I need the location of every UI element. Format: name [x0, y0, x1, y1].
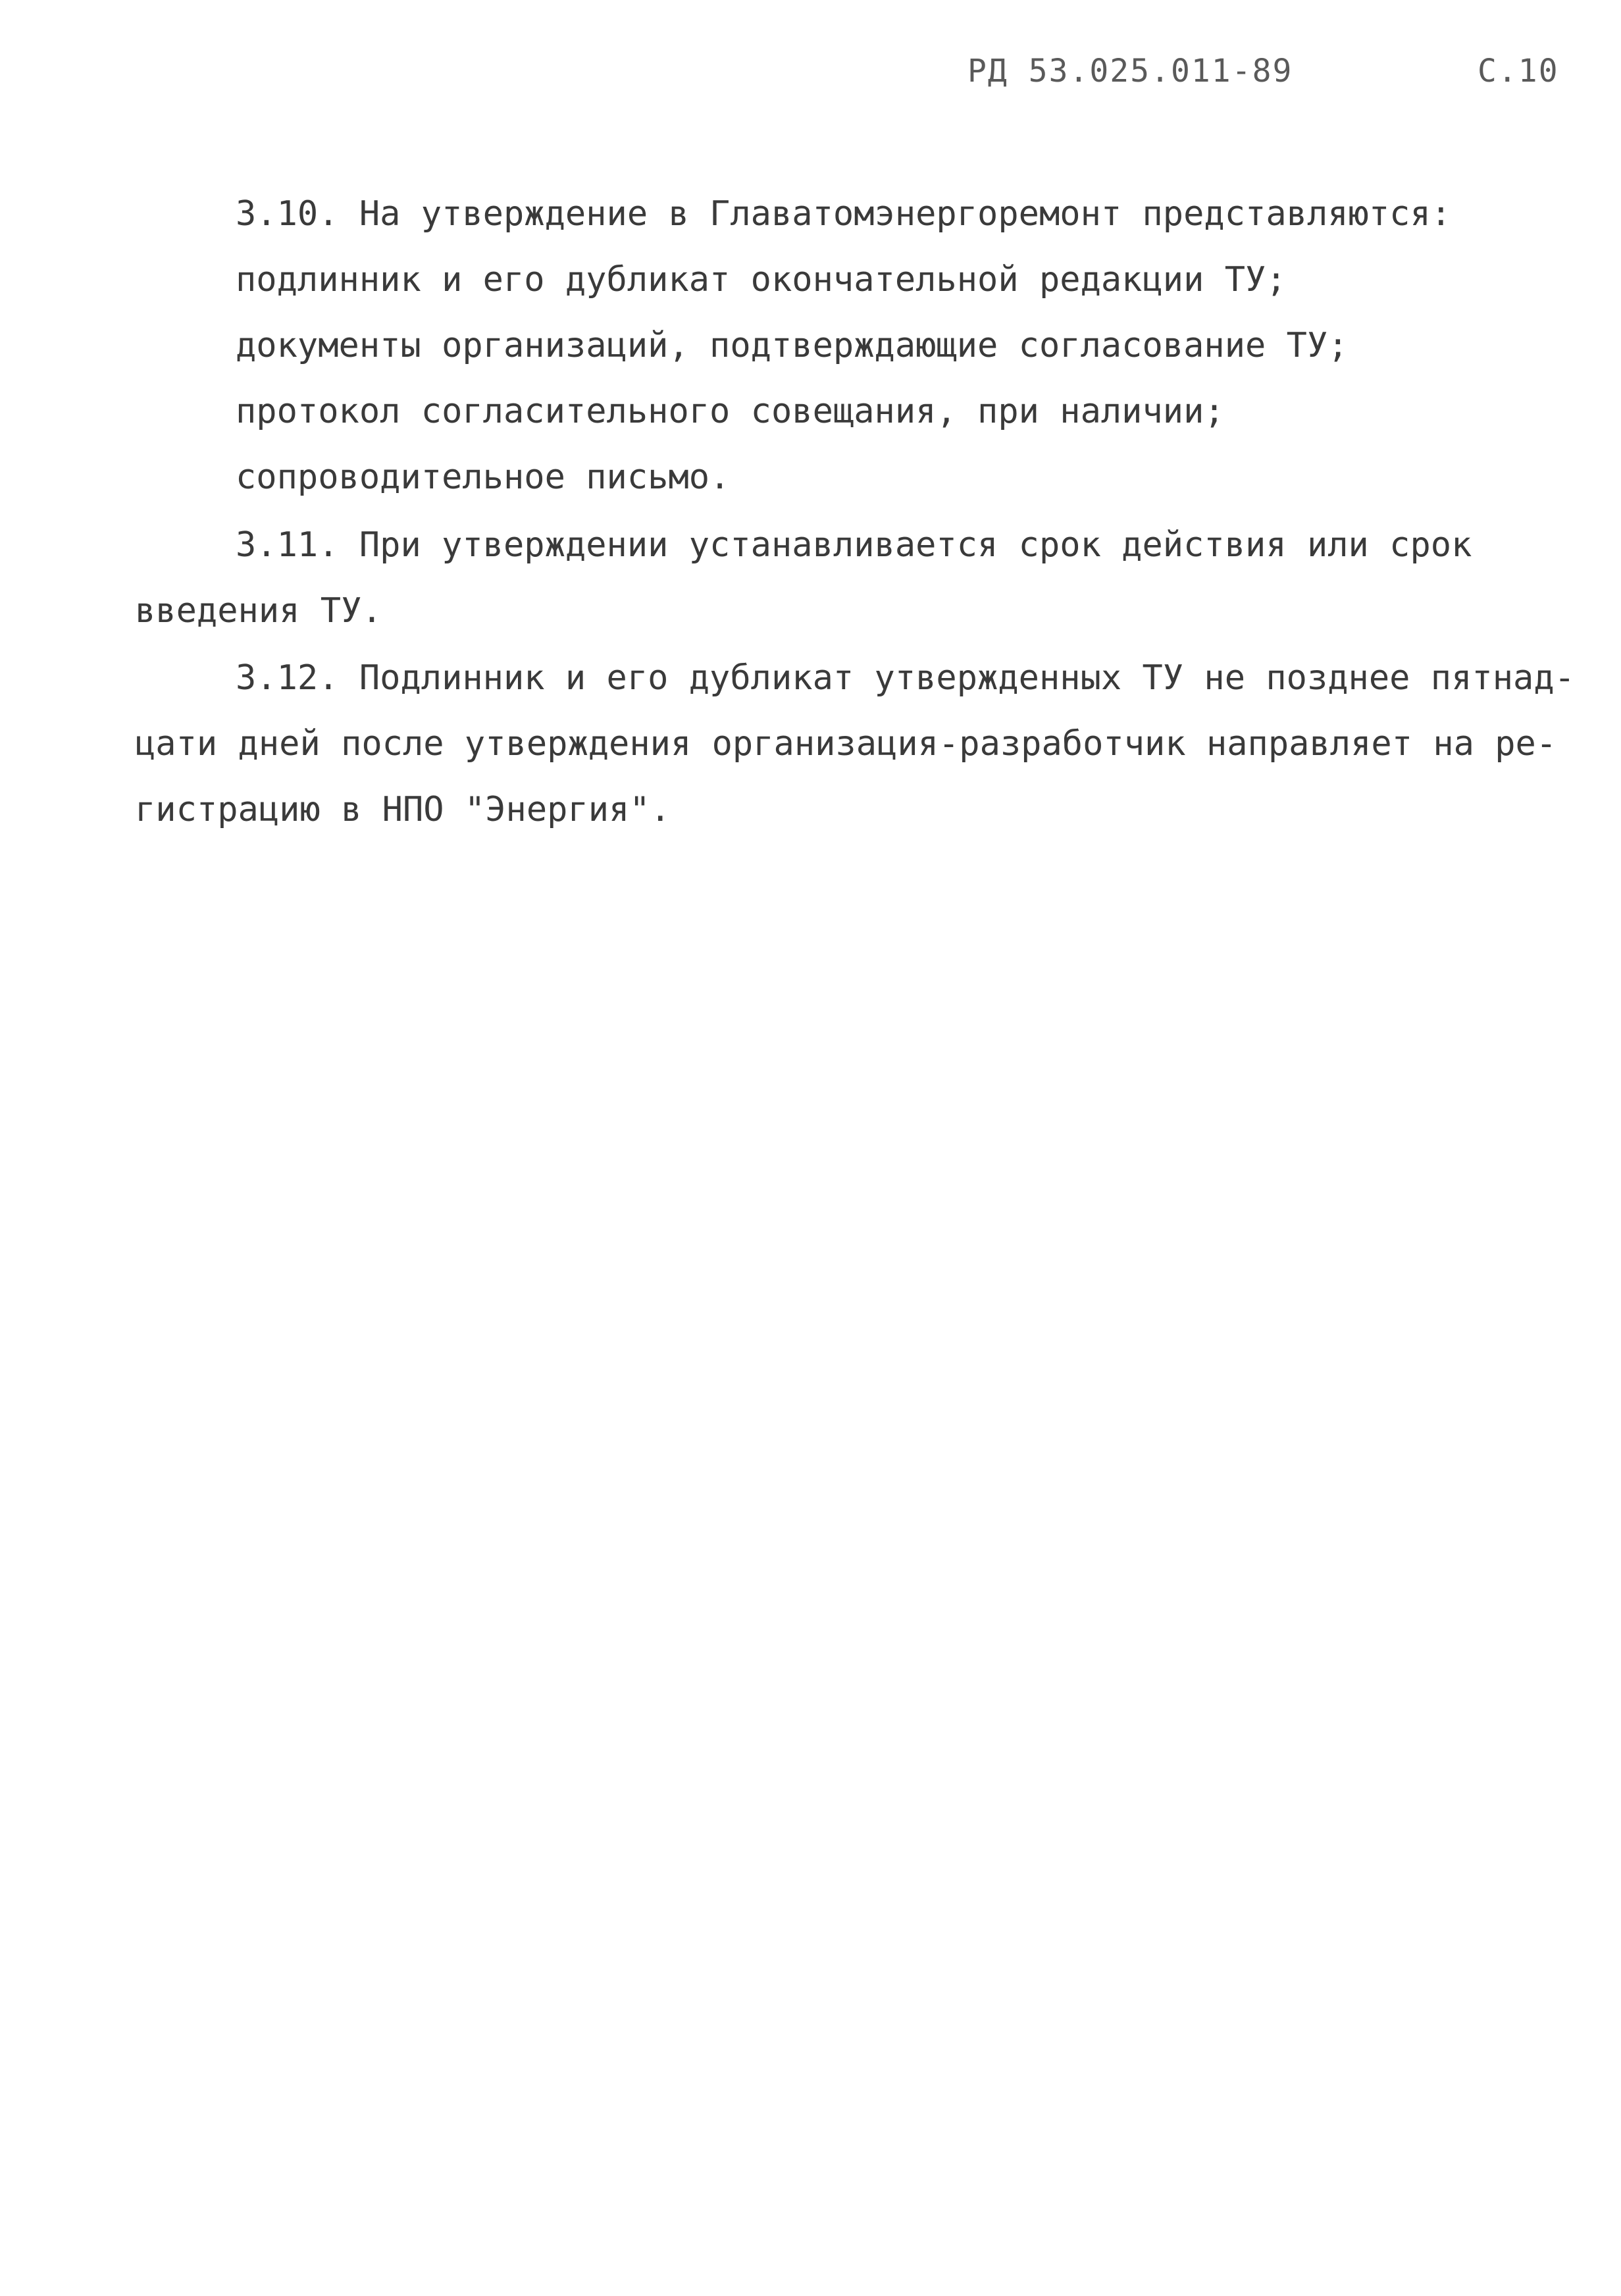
paragraph-3-12-line: цати дней после утверждения организация-разработчик направляет на ре-	[135, 724, 1557, 764]
list-item-original: подлинник и его дубликат окончательной редакции ТУ;	[236, 260, 1287, 300]
page-number: С.10	[1478, 53, 1559, 90]
paragraph-3-11-line: 3.11. При утверждении устанавливается срок действия или срок	[236, 525, 1472, 565]
list-item-cover-letter: сопроводительное письмо.	[236, 457, 731, 497]
paragraph-3-12-line: гистрацию в НПО "Энергия".	[135, 790, 671, 829]
paragraph-3-10-line: 3.10. На утверждение в Главатомэнергоремонт представляются:	[236, 194, 1452, 234]
paragraph-3-12-line: 3.12. Подлинник и его дубликат утвержденных ТУ не позднее пятнад-	[236, 658, 1575, 698]
list-item-approvals: документы организаций, подтверждающие согласование ТУ;	[236, 326, 1349, 365]
list-item-protocol: протокол согласительного совещания, при наличии;	[236, 392, 1225, 431]
paragraph-3-11-line: введения ТУ.	[135, 591, 382, 631]
document-number: РД 53.025.011-89	[967, 53, 1293, 90]
